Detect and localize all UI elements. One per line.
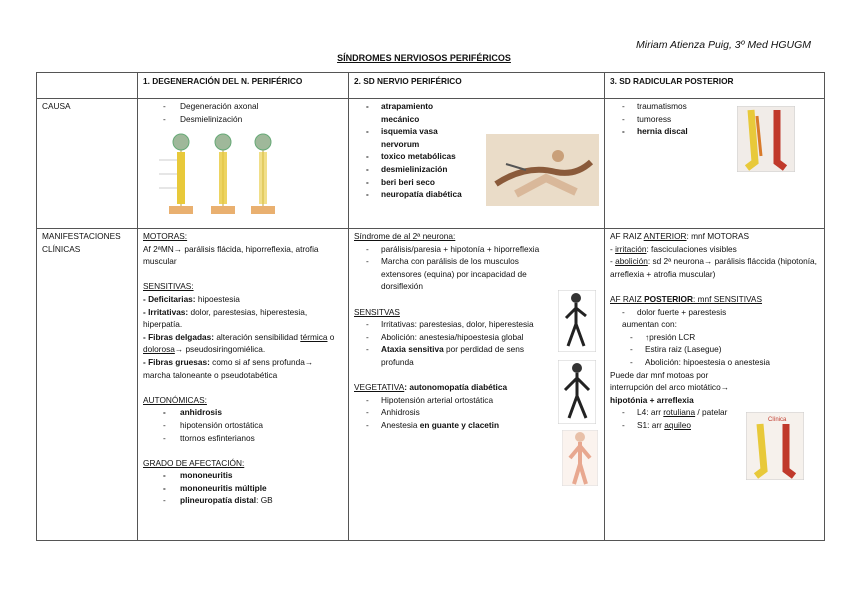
label: - Irritativas: bbox=[143, 306, 189, 317]
list-item: - dolor fuerte + parestesis bbox=[610, 306, 819, 319]
text: AF RAIZ bbox=[610, 231, 644, 241]
motoras-title: MOTORAS: bbox=[143, 231, 188, 241]
clinica-label: Clínica bbox=[768, 417, 787, 423]
text: L4: arr bbox=[637, 407, 664, 418]
text: S1: arr bbox=[637, 419, 665, 430]
text: pseudosiringomiélica. bbox=[185, 344, 266, 355]
row-label-causa: CAUSA bbox=[37, 99, 138, 229]
list-item: - neuropatía diabética bbox=[354, 188, 462, 201]
list-item: - Anhidrosis bbox=[354, 406, 599, 419]
header-col3: 3. SD RADICULAR POSTERIOR bbox=[605, 73, 825, 99]
manif-col1 bbox=[138, 229, 349, 541]
text: hipoestesia bbox=[195, 293, 240, 304]
list-item: - mononeuritis bbox=[143, 469, 343, 482]
syndromes-table bbox=[36, 72, 825, 541]
list-item: - Estira raiz (Lasegue) bbox=[618, 343, 819, 356]
neuron-degeneration-illustration bbox=[159, 130, 291, 220]
text: dolorosa bbox=[143, 344, 175, 355]
text: irritación bbox=[615, 243, 647, 254]
text: : GB bbox=[256, 495, 273, 506]
text: abolición bbox=[615, 256, 648, 267]
text: en guante y clacetin bbox=[419, 419, 500, 430]
autonomicas-title: AUTONÓMICAS: bbox=[143, 394, 207, 405]
text: : mnf SENSITIVAS bbox=[693, 293, 763, 304]
list-item: - Marcha con parálisis de los musculos extensores (equina) por incapacidad de dorsiflexión bbox=[354, 255, 549, 293]
text: dolor, parestesias, hiperestesia, hiperpatía. bbox=[143, 306, 308, 330]
text: o bbox=[327, 331, 335, 342]
label: - Fibras delgadas: bbox=[143, 331, 215, 342]
manif-col3: AF RAIZ ANTERIOR: mnf MOTORAS - irritación: fasciculaciones visibles - abolición: sd 2ª neurona→ parálisis fláccida (hipotonía, arreflexia + atrofia muscular) AF RAIZ POSTERIOR: mnf SENSITIVAS - dolor fuerte + parestesis aumentan con: - ↑presión LCR - Estira raiz (Lasegue) - Abolición: hipoestesia o anestesia Puede dar mnf motoas por interrupción del arco miotático→ hipotónia + arreflexia - L4: arr rotuliana / patelar - S1: arr aquileo Clínica bbox=[605, 229, 825, 541]
text: como si af sens profunda→ marcha taloneante o pseudotabética bbox=[143, 356, 314, 380]
list-item: - Abolición: hipoestesia o anestesia bbox=[618, 356, 819, 369]
text: POSTERIOR bbox=[644, 293, 693, 304]
patient-illustration bbox=[486, 134, 599, 206]
list-item: - anhidrosis bbox=[143, 406, 343, 419]
list-item: - tumoress bbox=[610, 113, 819, 126]
leg-dermatome-illustration bbox=[737, 106, 795, 172]
text: : autonomopatía diabética bbox=[404, 382, 508, 393]
text: aumentan con: bbox=[622, 319, 677, 330]
text: : mnf MOTORAS bbox=[686, 231, 750, 241]
sensitivas-title: SENSITVAS bbox=[354, 306, 400, 317]
list-item: - mononeuritis múltiple bbox=[143, 482, 343, 495]
list-item: - traumatismos bbox=[610, 100, 819, 113]
list-item: - atrapamiento mecánico bbox=[354, 100, 462, 125]
grado-title: GRADO DE AFECTACIÓN: bbox=[143, 457, 245, 468]
sensitivas-title: SENSITIVAS: bbox=[143, 281, 194, 292]
label: - Deficitarias: bbox=[143, 293, 196, 304]
text: por perdidad de sens profunda bbox=[381, 344, 524, 367]
text: : fasciculaciones visibles bbox=[646, 243, 737, 254]
list-item: - desmielinización bbox=[354, 163, 462, 176]
list-item: - hernia discal bbox=[610, 125, 819, 138]
list-item: - ↑presión LCR bbox=[618, 331, 819, 344]
vegetativa-title: VEGETATIVA bbox=[354, 382, 405, 393]
list-item: - parálisis/paresia + hipotonía + hiporreflexia bbox=[354, 243, 590, 256]
list-item: - Irritativas: parestesias, dolor, hiperestesia bbox=[354, 318, 539, 331]
text: rotuliana bbox=[663, 407, 696, 418]
motoras-text: Af 2ªMN→ parálisis flácida, hiporreflexia, atrofia muscular bbox=[143, 243, 319, 267]
list-item: - toxico metabólicas bbox=[354, 150, 462, 163]
causa-col2 bbox=[349, 99, 605, 229]
list-item: - Hipotensión arterial ortostática bbox=[354, 394, 599, 407]
list-item: - Degeneración axonal bbox=[143, 100, 343, 113]
clinica-leg-illustration bbox=[746, 412, 804, 480]
header-col1: 1. DEGENERACIÓN DEL N. PERIFÉRICO bbox=[138, 73, 349, 99]
list-item: - Abolición: anestesia/hipoestesia global bbox=[354, 331, 539, 344]
text: Anestesia bbox=[381, 419, 420, 430]
text: térmica bbox=[300, 331, 328, 342]
list-item bbox=[610, 419, 738, 432]
text: plineuropatía distal bbox=[180, 495, 257, 506]
author: Miriam Atienza Puig, 3º Med HGUGM bbox=[636, 39, 811, 51]
row-label-manifestaciones: MANIFESTACIONES CLÍNICAS bbox=[37, 229, 138, 541]
text: Ataxia sensitiva bbox=[381, 344, 444, 355]
glove-stocking-illustration bbox=[562, 430, 598, 486]
list-item bbox=[354, 343, 539, 368]
text: aquileo bbox=[664, 419, 691, 430]
list-item: - hipotensión ortostática bbox=[143, 419, 343, 432]
text: alteración sensibilidad bbox=[214, 331, 298, 342]
causa-col3 bbox=[605, 99, 825, 229]
list-item: - isquemia vasa nervorum bbox=[354, 125, 462, 150]
list-item: - beri beri seco bbox=[354, 176, 462, 189]
list-item bbox=[610, 406, 738, 419]
text: ANTERIOR bbox=[643, 231, 687, 241]
page-title: SÍNDROMES NERVIOSOS PERIFÉRICOS bbox=[337, 53, 511, 63]
arrow: → bbox=[174, 344, 184, 355]
text: AF RAIZ bbox=[610, 293, 645, 304]
text: → hipotónia + arreflexia bbox=[610, 382, 729, 405]
causa-col1 bbox=[138, 99, 349, 229]
text: : sd 2ª neurona→ parálisis fláccida (hipotonía, arreflexia + atrofia muscular) bbox=[610, 256, 817, 279]
text: / patelar bbox=[695, 407, 728, 418]
sd-title: Síndrome de al 2ª neurona: bbox=[354, 231, 456, 241]
list-item: - ttornos esfinterianos bbox=[143, 432, 343, 445]
header-empty bbox=[37, 73, 138, 99]
list-item: - Desmielinización bbox=[143, 113, 343, 126]
gait-figure-illustration bbox=[558, 290, 596, 352]
text: Puede dar mnf motoas por interrupción del arco miotático bbox=[610, 369, 721, 393]
header-col2: 2. SD NERVIO PERIFÉRICO bbox=[349, 73, 605, 99]
list-item bbox=[143, 494, 343, 507]
ataxia-figure-illustration bbox=[558, 360, 596, 424]
label: - Fibras gruesas: bbox=[143, 356, 210, 367]
manif-col2 bbox=[349, 229, 605, 541]
